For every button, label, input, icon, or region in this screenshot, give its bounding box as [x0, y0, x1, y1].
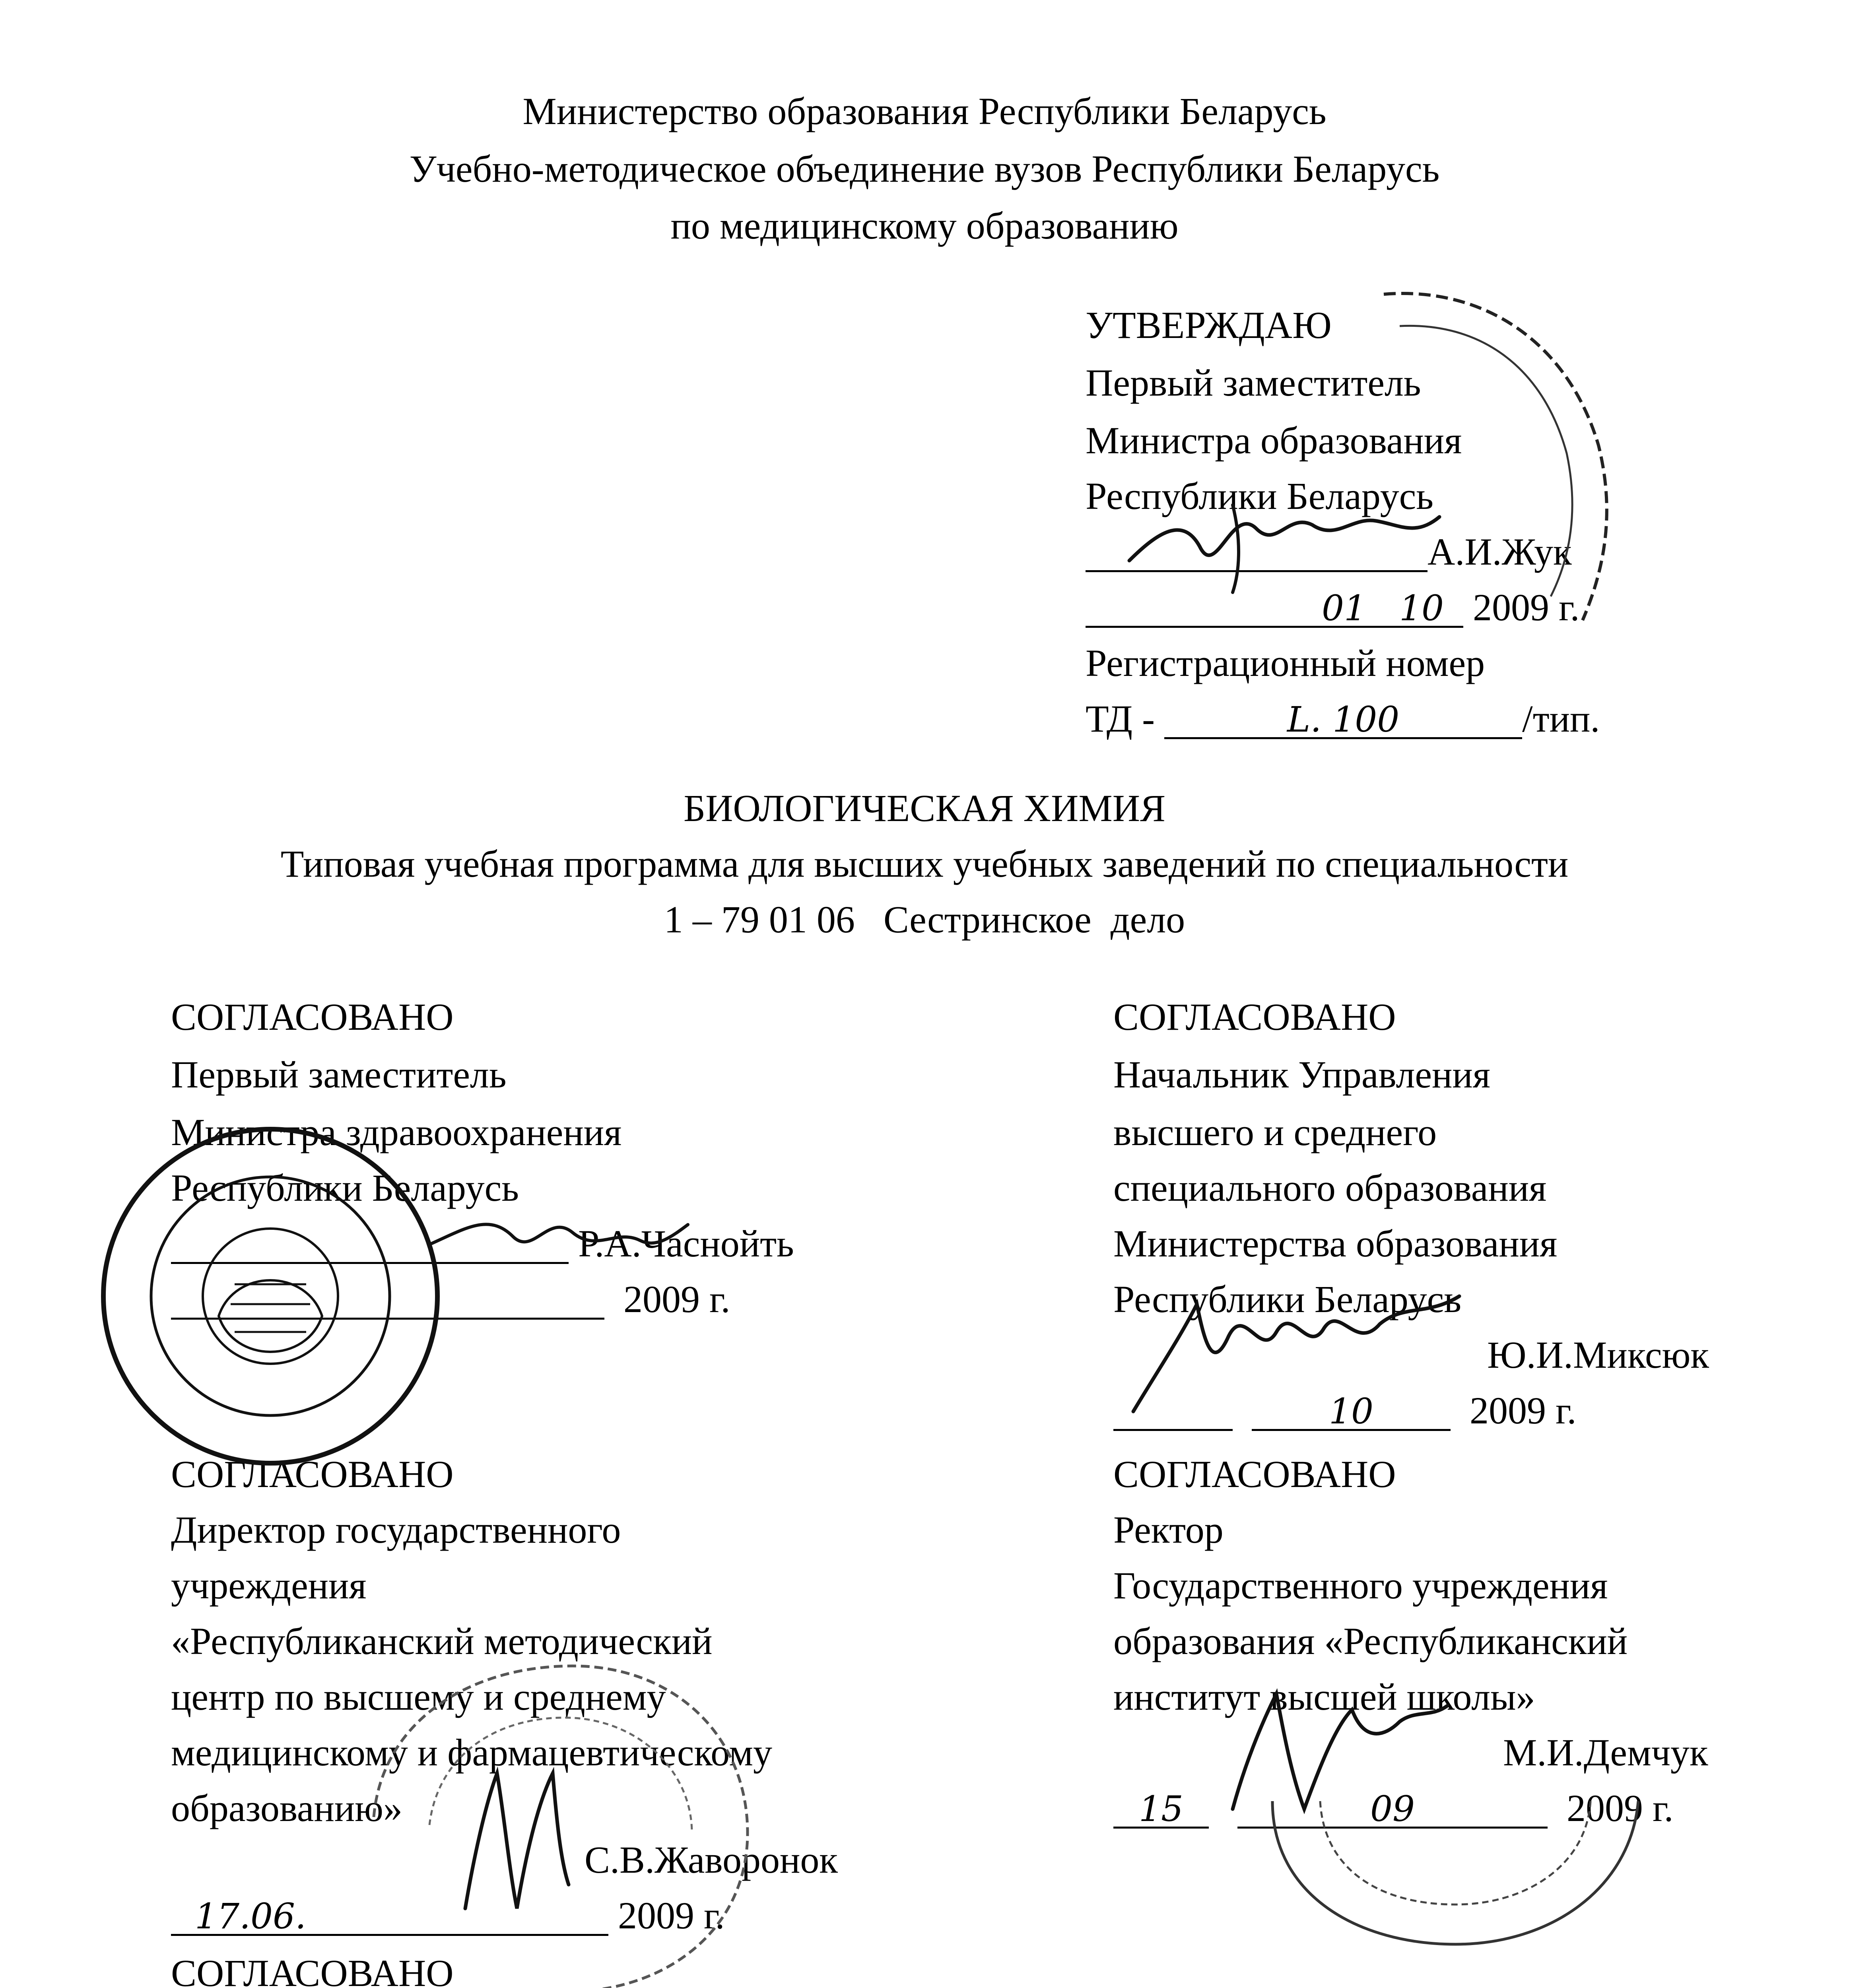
approve-line1: Первый заместитель [1086, 361, 1421, 404]
agreed-institute-date-line [1113, 1789, 1674, 1829]
agreed-edu-line4: Министерства образования [1113, 1222, 1558, 1265]
approve-date-line [1086, 588, 1580, 628]
agreed-health-title: СОГЛАСОВАНО [171, 996, 454, 1038]
agreed-center-name: С.В.Жаворонок [585, 1839, 838, 1881]
agreed-center-date-line [171, 1894, 725, 1937]
agreed-center-year: 2009 г. [618, 1894, 725, 1937]
document-specialty: 1 – 79 01 06 Сестринское дело [664, 898, 1185, 941]
agreed-umo-title: СОГЛАСОВАНО [171, 1952, 454, 1988]
document-subtitle: Типовая учебная программа для высших учебных заведений по специальности [280, 843, 1569, 885]
agreed-center-line2: учреждения [171, 1564, 367, 1607]
approve-year: 2009 г. [1473, 586, 1580, 629]
agreed-edu-line1: Начальник Управления [1113, 1053, 1490, 1096]
agreed-edu-title: СОГЛАСОВАНО [1113, 996, 1396, 1038]
approve-td-suffix: /тип. [1522, 697, 1600, 740]
agreed-health-line3: Республики Беларусь [171, 1167, 519, 1209]
document-title: БИОЛОГИЧЕСКАЯ ХИМИЯ [683, 787, 1166, 829]
agreed-institute-line4: институт высшей школы» [1113, 1675, 1535, 1718]
agreed-center-line4: центр по высшему и среднему [171, 1675, 666, 1718]
agreed-institute-title: СОГЛАСОВАНО [1113, 1453, 1396, 1495]
agreed-center-line5: медицинскому и фармацевтическому [171, 1731, 772, 1774]
agreed-center-line3: «Республиканский методический [171, 1620, 713, 1662]
agreed-edu-date-line [1113, 1389, 1577, 1432]
agreed-institute-date-month: 09 [1237, 1792, 1548, 1829]
agreed-edu-year: 2009 г. [1470, 1389, 1577, 1432]
agreed-health-signature-line [171, 1222, 794, 1265]
approve-reg-label: Регистрационный номер [1086, 642, 1485, 684]
agreed-edu-line3: специального образования [1113, 1167, 1547, 1209]
header-umo: Учебно-методическое объединение вузов Республики Беларусь [409, 148, 1440, 190]
agreed-center-line1: Директор государственного [171, 1508, 621, 1551]
agreed-health-date-line [171, 1280, 730, 1320]
approve-date-day: 01 [1308, 591, 1380, 628]
agreed-edu-date-month: 10 [1252, 1394, 1451, 1431]
agreed-center-date: 17.06. [171, 1899, 330, 1936]
approve-line2: Министра образования [1086, 419, 1462, 462]
agreed-health-name: Р.А.Часнойть [578, 1222, 794, 1265]
agreed-center-line6: образованию» [171, 1787, 402, 1829]
agreed-institute-line3: образования «Республиканский [1113, 1620, 1628, 1662]
approve-td-prefix: ТД - [1086, 697, 1155, 740]
header-ministry: Министерство образования Республики Беларусь [522, 90, 1327, 132]
approve-date-month: 10 [1380, 591, 1463, 628]
agreed-health-line2: Министра здравоохранения [171, 1111, 622, 1153]
agreed-health-year: 2009 г. [623, 1278, 730, 1320]
agreed-institute-name: М.И.Демчук [1503, 1731, 1708, 1774]
approve-name: А.И.Жук [1428, 530, 1572, 573]
agreed-edu-name: Ю.И.Миксюк [1487, 1334, 1709, 1376]
agreed-institute-year: 2009 г. [1567, 1787, 1674, 1829]
approve-td-number: L. 100 [1164, 702, 1522, 739]
agreed-edu-line5: Республики Беларусь [1113, 1278, 1461, 1320]
agreed-center-title: СОГЛАСОВАНО [171, 1453, 454, 1495]
agreed-institute-line1: Ректор [1113, 1508, 1224, 1551]
approve-td-line [1086, 697, 1600, 740]
approve-line3: Республики Беларусь [1086, 475, 1433, 517]
header-field: по медицинскому образованию [670, 204, 1179, 247]
approve-signature-line [1086, 530, 1572, 573]
agreed-institute-date-day: 15 [1113, 1792, 1209, 1829]
approve-title: УТВЕРЖДАЮ [1086, 304, 1332, 346]
agreed-health-line1: Первый заместитель [171, 1053, 507, 1096]
agreed-institute-line2: Государственного учреждения [1113, 1564, 1608, 1607]
agreed-edu-line2: высшего и среднего [1113, 1111, 1437, 1153]
